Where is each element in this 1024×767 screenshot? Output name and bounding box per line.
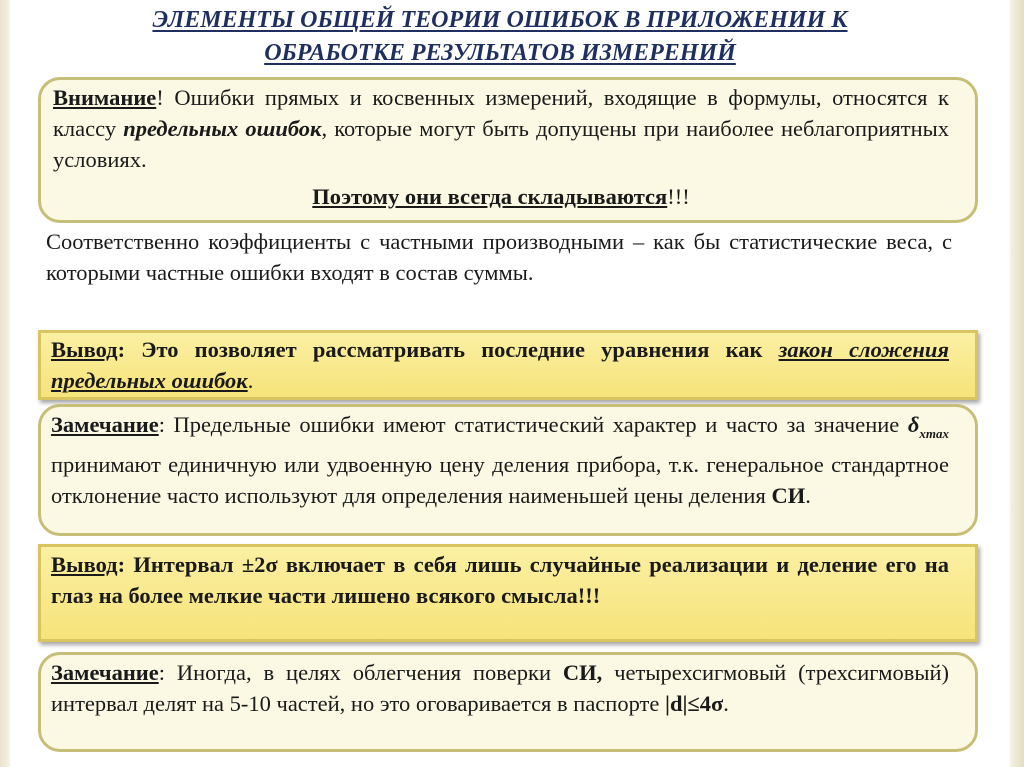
attention-conclusion-bold: Поэтому они всегда складываются (312, 184, 668, 209)
attention-emphasis: предельных ошибок (123, 116, 322, 141)
weights-paragraph-text: Соответственно коэффициенты с частными производными – как бы статистические веса, с которыми частные ошибки входят в состав суммы. (46, 229, 952, 285)
title-line-2: ОБРАБОТКЕ РЕЗУЛЬТАТОВ ИЗМЕРЕНИЙ (264, 40, 736, 66)
conclusion-1-emphasis: закон сложения предельных ошибок (51, 337, 949, 393)
attention-label: Внимание (53, 85, 157, 110)
remark-1-text-1: : Предельные ошибки имеют статистический характер и часто за значение (158, 412, 908, 437)
weights-paragraph (46, 226, 952, 322)
remark-2-si: СИ, (562, 660, 603, 685)
conclusion-1-label: Вывод (51, 337, 118, 362)
remark-1-subscript: xmax (919, 426, 949, 441)
remark-1-si: СИ (771, 483, 806, 508)
remark-2-label: Замечание (51, 660, 159, 685)
title-line-1: ЭЛЕМЕНТЫ ОБЩЕЙ ТЕОРИИ ОШИБОК В ПРИЛОЖЕНИИ К (152, 7, 848, 33)
attention-text (53, 82, 949, 175)
attention-text-1: ! Ошибки прямых и косвенных измерений, входящие в формулы, относятся к классу (53, 85, 949, 141)
conclusion-1-text-1: : Это позволяет рассматривать последние уравнения как (117, 337, 779, 362)
attention-conclusion (53, 181, 949, 212)
conclusion-box-1 (38, 330, 978, 400)
slide-title (60, 4, 940, 70)
attention-conclusion-tail: !!! (667, 184, 690, 209)
remark-1-label: Замечание (51, 412, 159, 437)
conclusion-box-2 (38, 544, 978, 642)
page-left-border (0, 0, 10, 767)
remark-2-text-3: . (723, 691, 729, 716)
attention-box (38, 77, 978, 223)
page-right-border (1010, 0, 1024, 767)
conclusion-2-text: : Интервал ±2σ включает в себя лишь случайные реализации и деление его на глаз на более мелкие части лишено всякого смысла!!! (51, 552, 949, 608)
remark-2-formula: |d|≤4σ (664, 691, 724, 716)
remark-1-symbol: δ (907, 412, 920, 437)
remark-2-text-1: : Иногда, в целях облегчения поверки (158, 660, 563, 685)
remark-box-2 (38, 652, 978, 752)
attention-text-2: , которые могут быть допущены при наиболее неблагоприятных условиях. (53, 116, 949, 172)
remark-1-text-3: . (805, 483, 811, 508)
remark-2-text-2: четырехсигмовый (трехсигмовый) интервал делят на 5-10 частей, но это оговаривается в паспорте (51, 660, 949, 716)
conclusion-1-text-2: . (247, 368, 254, 393)
remark-1-text-2: принимают единичную или удвоенную цену деления прибора, т.к. генеральное стандартное отклонение часто используют для определения наименьшей цены деления (51, 452, 949, 508)
conclusion-2-label: Вывод (51, 552, 118, 577)
remark-box-1 (38, 404, 978, 536)
